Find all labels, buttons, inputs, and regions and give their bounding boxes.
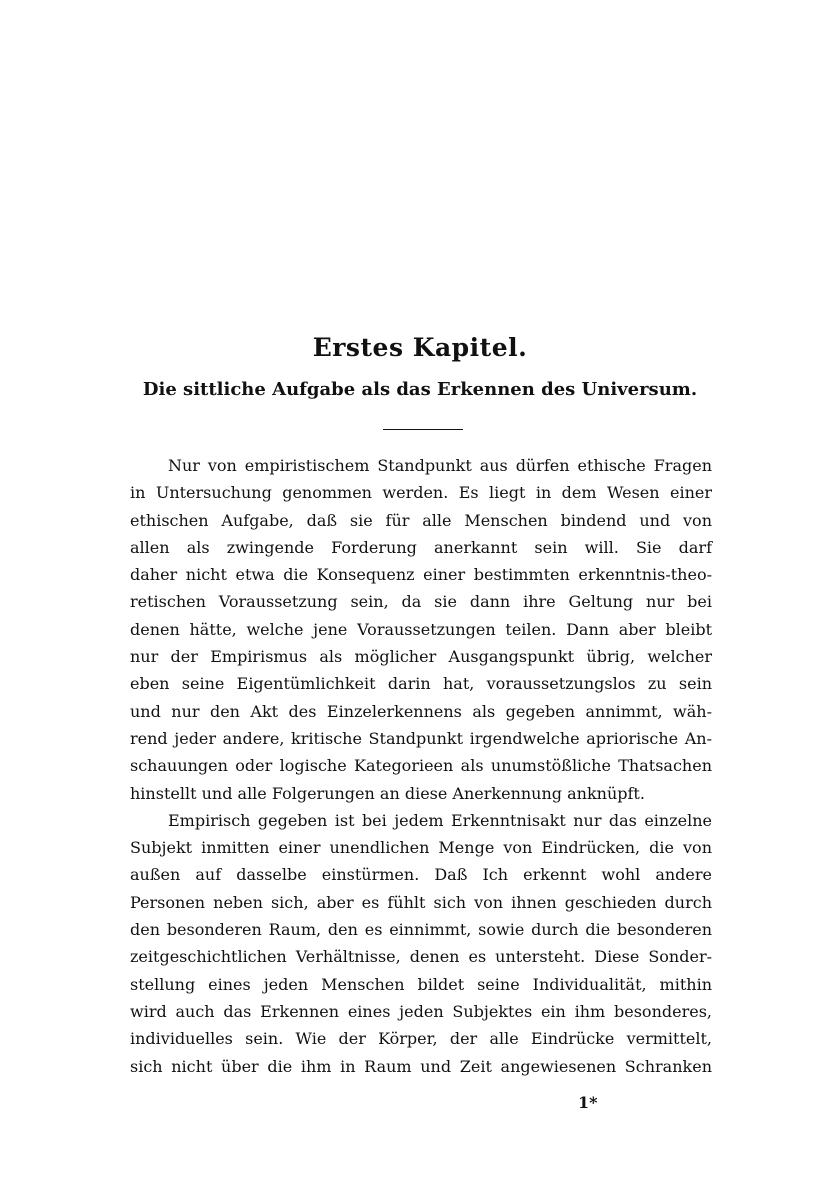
body-text [130,452,712,1080]
text-line: stellung eines jeden Menschen bildet seine Individualität, mithin [130,974,712,994]
text-line: hinstellt und alle Folgerungen an diese Anerkennung anknüpft. [130,783,645,803]
text-line: den besonderen Raum, den es einnimmt, sowie durch die besonderen [130,920,712,940]
text-line: in Untersuchung genommen werden. Es liegt in dem Wesen einer [130,483,712,503]
text-line: nur der Empirismus als möglicher Ausgangspunkt übrig, welcher [130,647,712,667]
text-line: Personen neben sich, aber es fühlt sich von ihnen geschieden durch [130,892,712,912]
text-line: individuelles sein. Wie der Körper, der alle Eindrücke vermittelt, [130,1029,712,1049]
text-line: wird auch das Erkennen eines jeden Subjektes ein ihm besonderes, [130,1001,712,1021]
text-line: außen auf dasselbe einstürmen. Daß Ich erkennt wohl andere [130,865,712,885]
chapter-title: Erstes Kapitel. [312,333,528,362]
text-line: Subjekt inmitten einer unendlichen Menge von Eindrücken, die von [130,838,712,858]
text-line: ethischen Aufgabe, daß sie für alle Menschen bindend und von [130,510,712,530]
text-line: zeitgeschichtlichen Verhältnisse, denen es untersteht. Diese Sonder- [130,947,712,967]
chapter-subtitle: Die sittliche Aufgabe als das Erkennen des Universum. [142,379,698,400]
text-line: eben seine Eigentümlichkeit darin hat, voraussetzungslos zu sein [130,674,712,694]
text-line: allen als zwingende Forderung anerkannt sein will. Sie darf [130,537,712,557]
page-number: 1* [578,1093,598,1112]
title-divider [383,429,463,430]
text-line: daher nicht etwa die Konsequenz einer bestimmten erkenntnis-theo- [130,565,712,585]
text-line: und nur den Akt des Einzelerkennens als gegeben annimmt, wäh- [130,701,712,721]
text-line: retischen Voraussetzung sein, da sie dann ihre Geltung nur bei [130,592,712,612]
text-line: denen hätte, welche jene Voraussetzungen teilen. Dann aber bleibt [130,619,712,639]
text-line: schauungen oder logische Kategorieen als unumstößliche Thatsachen [130,756,712,776]
text-line: Empirisch gegeben ist bei jedem Erkenntnisakt nur das einzelne [168,810,712,830]
text-line: sich nicht über die ihm in Raum und Zeit angewiesenen Schranken [130,1056,712,1076]
text-line: rend jeder andere, kritische Standpunkt irgendwelche apriorische An- [130,728,712,748]
text-line: Nur von empiristischem Standpunkt aus dürfen ethische Fragen [168,456,712,475]
